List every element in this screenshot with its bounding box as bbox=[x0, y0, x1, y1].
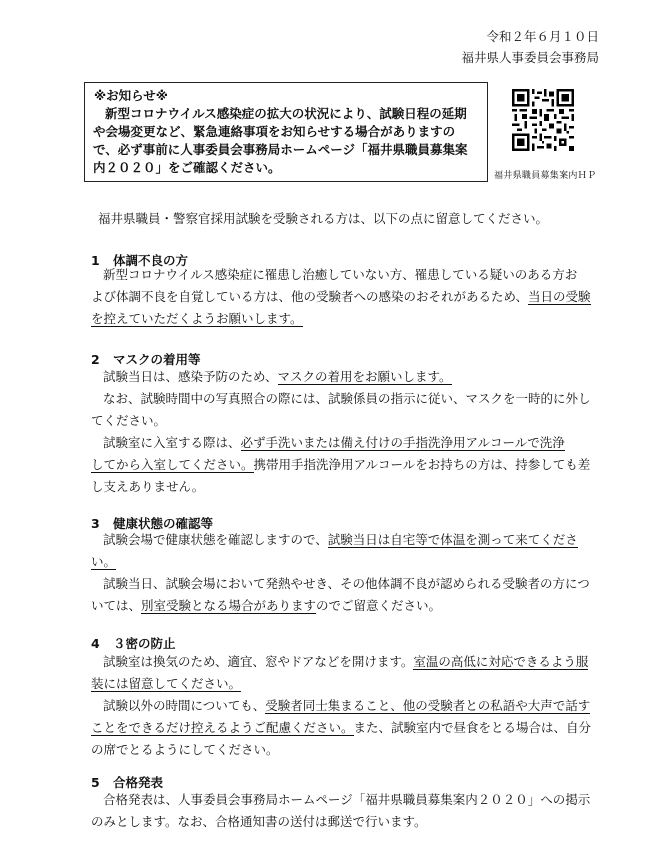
notice-box bbox=[84, 82, 488, 182]
section-title: ３密の防止 bbox=[113, 636, 176, 651]
underlined-text: 別室受験となる場合があります bbox=[141, 598, 317, 613]
text-span: 携帯用手指洗浄用アルコールをお持ちの方は、持参しても差 bbox=[253, 457, 591, 472]
section-title: マスクの着用等 bbox=[113, 352, 201, 367]
section-3-body bbox=[91, 529, 590, 617]
underlined-text: 室温の高低に対応できるよう服 bbox=[413, 654, 589, 669]
text-line bbox=[91, 366, 581, 388]
qr-code[interactable] bbox=[512, 89, 574, 151]
text-line: なお、試験時間中の写真照合の際には、試験係員の指示に従い、マスクを一時的に外し bbox=[103, 391, 591, 406]
section-title: 健康状態の確認等 bbox=[113, 516, 214, 531]
section-title: 体調不良の方 bbox=[113, 253, 189, 268]
text-line bbox=[91, 529, 581, 551]
section-4-body bbox=[91, 651, 592, 761]
text-line: し支えありません。 bbox=[91, 479, 205, 494]
section-num: 3 bbox=[91, 516, 100, 531]
text-line bbox=[91, 286, 591, 308]
notice-body: 新型コロナウイルス感染症の拡大の状況により、試験日程の延期や会場変更など、緊急連絡事項をお知らせする場合がありますので、必ず事前に人事委員会事務局ホームページ「福井県職員募集案内２０２０」をご確認ください。 bbox=[93, 106, 468, 175]
text-line bbox=[91, 308, 581, 330]
text-line: 新型コロナウイルス感染症に罹患し治癒していない方、罹患している疑いのある方お bbox=[103, 267, 578, 282]
text-line bbox=[91, 673, 581, 695]
text-span: また、試験室内で昼食をとる場合は、自分 bbox=[353, 720, 592, 735]
text-line bbox=[91, 551, 581, 573]
section-2-body bbox=[91, 366, 591, 498]
text-span: 試験以外の時間についても、 bbox=[103, 698, 266, 713]
text-line bbox=[91, 717, 592, 739]
text-span: のでご留意ください。 bbox=[316, 598, 442, 613]
text-line: の席でとるようにしてください。 bbox=[91, 742, 279, 757]
text-span: 試験室は換気のため、適宜、窓やドアなどを開けます。 bbox=[103, 654, 414, 669]
text-span: 試験室に入室する際は、 bbox=[103, 435, 241, 450]
underlined-text: い。 bbox=[91, 554, 117, 569]
section-5-body bbox=[91, 789, 591, 833]
section-num: 1 bbox=[91, 253, 100, 268]
section-1-body bbox=[91, 264, 591, 330]
issuer: 福井県人事委員会事務局 bbox=[461, 50, 599, 65]
text-line: のみとします。なお、合格通知書の送付は郵送で行います。 bbox=[91, 814, 427, 829]
underlined-text: マスクの着用をお願いします。 bbox=[277, 369, 452, 384]
underlined-text: を控えていただくようお願いします。 bbox=[91, 311, 303, 326]
text-span: いては、 bbox=[91, 598, 142, 613]
section-num: 4 bbox=[91, 636, 100, 651]
underlined-text: 当日の受験 bbox=[528, 289, 591, 304]
underlined-text: 必ず手洗いまたは備え付けの手指洗浄用アルコールで洗浄 bbox=[240, 435, 565, 450]
date: 令和２年６月１０日 bbox=[486, 29, 599, 44]
intro-text: 福井県職員・警察官採用試験を受験される方は、以下の点に留意してください。 bbox=[98, 211, 549, 226]
qr-caption: 福井県職員募集案内ＨＰ bbox=[494, 171, 597, 181]
text-line bbox=[91, 595, 581, 617]
text-line: 試験当日、試験会場において発熱やせき、その他体調不良が認められる受験者の方につ bbox=[103, 576, 590, 591]
text-line: 合格発表は、人事委員会事務局ホームページ「福井県職員募集案内２０２０」への掲示 bbox=[103, 792, 591, 807]
text-line: てください。 bbox=[91, 413, 167, 428]
underlined-text: 試験当日は自宅等で体温を測って来てくださ bbox=[327, 532, 578, 547]
text-span: 試験当日は、感染予防のため、 bbox=[103, 369, 278, 384]
underlined-text: してから入室してください。 bbox=[91, 457, 254, 472]
underlined-text: 受験者同士集まること、他の受験者との私語や大声で話す bbox=[265, 698, 591, 713]
text-line bbox=[91, 695, 591, 717]
text-span: 試験会場で健康状態を確認しますので、 bbox=[103, 532, 328, 547]
section-4-heading bbox=[91, 634, 176, 652]
underlined-text: ことをできるだけ控えるようご配慮ください。 bbox=[91, 720, 354, 735]
section-num: 5 bbox=[91, 775, 100, 790]
text-line bbox=[91, 454, 591, 476]
section-num: 2 bbox=[91, 352, 100, 367]
text-line bbox=[91, 651, 589, 673]
notice-title: ※お知らせ※ bbox=[94, 88, 168, 103]
text-line bbox=[91, 432, 581, 454]
text-span: よび体調不良を自覚している方は、他の受験者への感染のおそれがあるため、 bbox=[91, 289, 529, 304]
section-title: 合格発表 bbox=[113, 775, 164, 790]
underlined-text: 装には留意してください。 bbox=[91, 676, 242, 691]
